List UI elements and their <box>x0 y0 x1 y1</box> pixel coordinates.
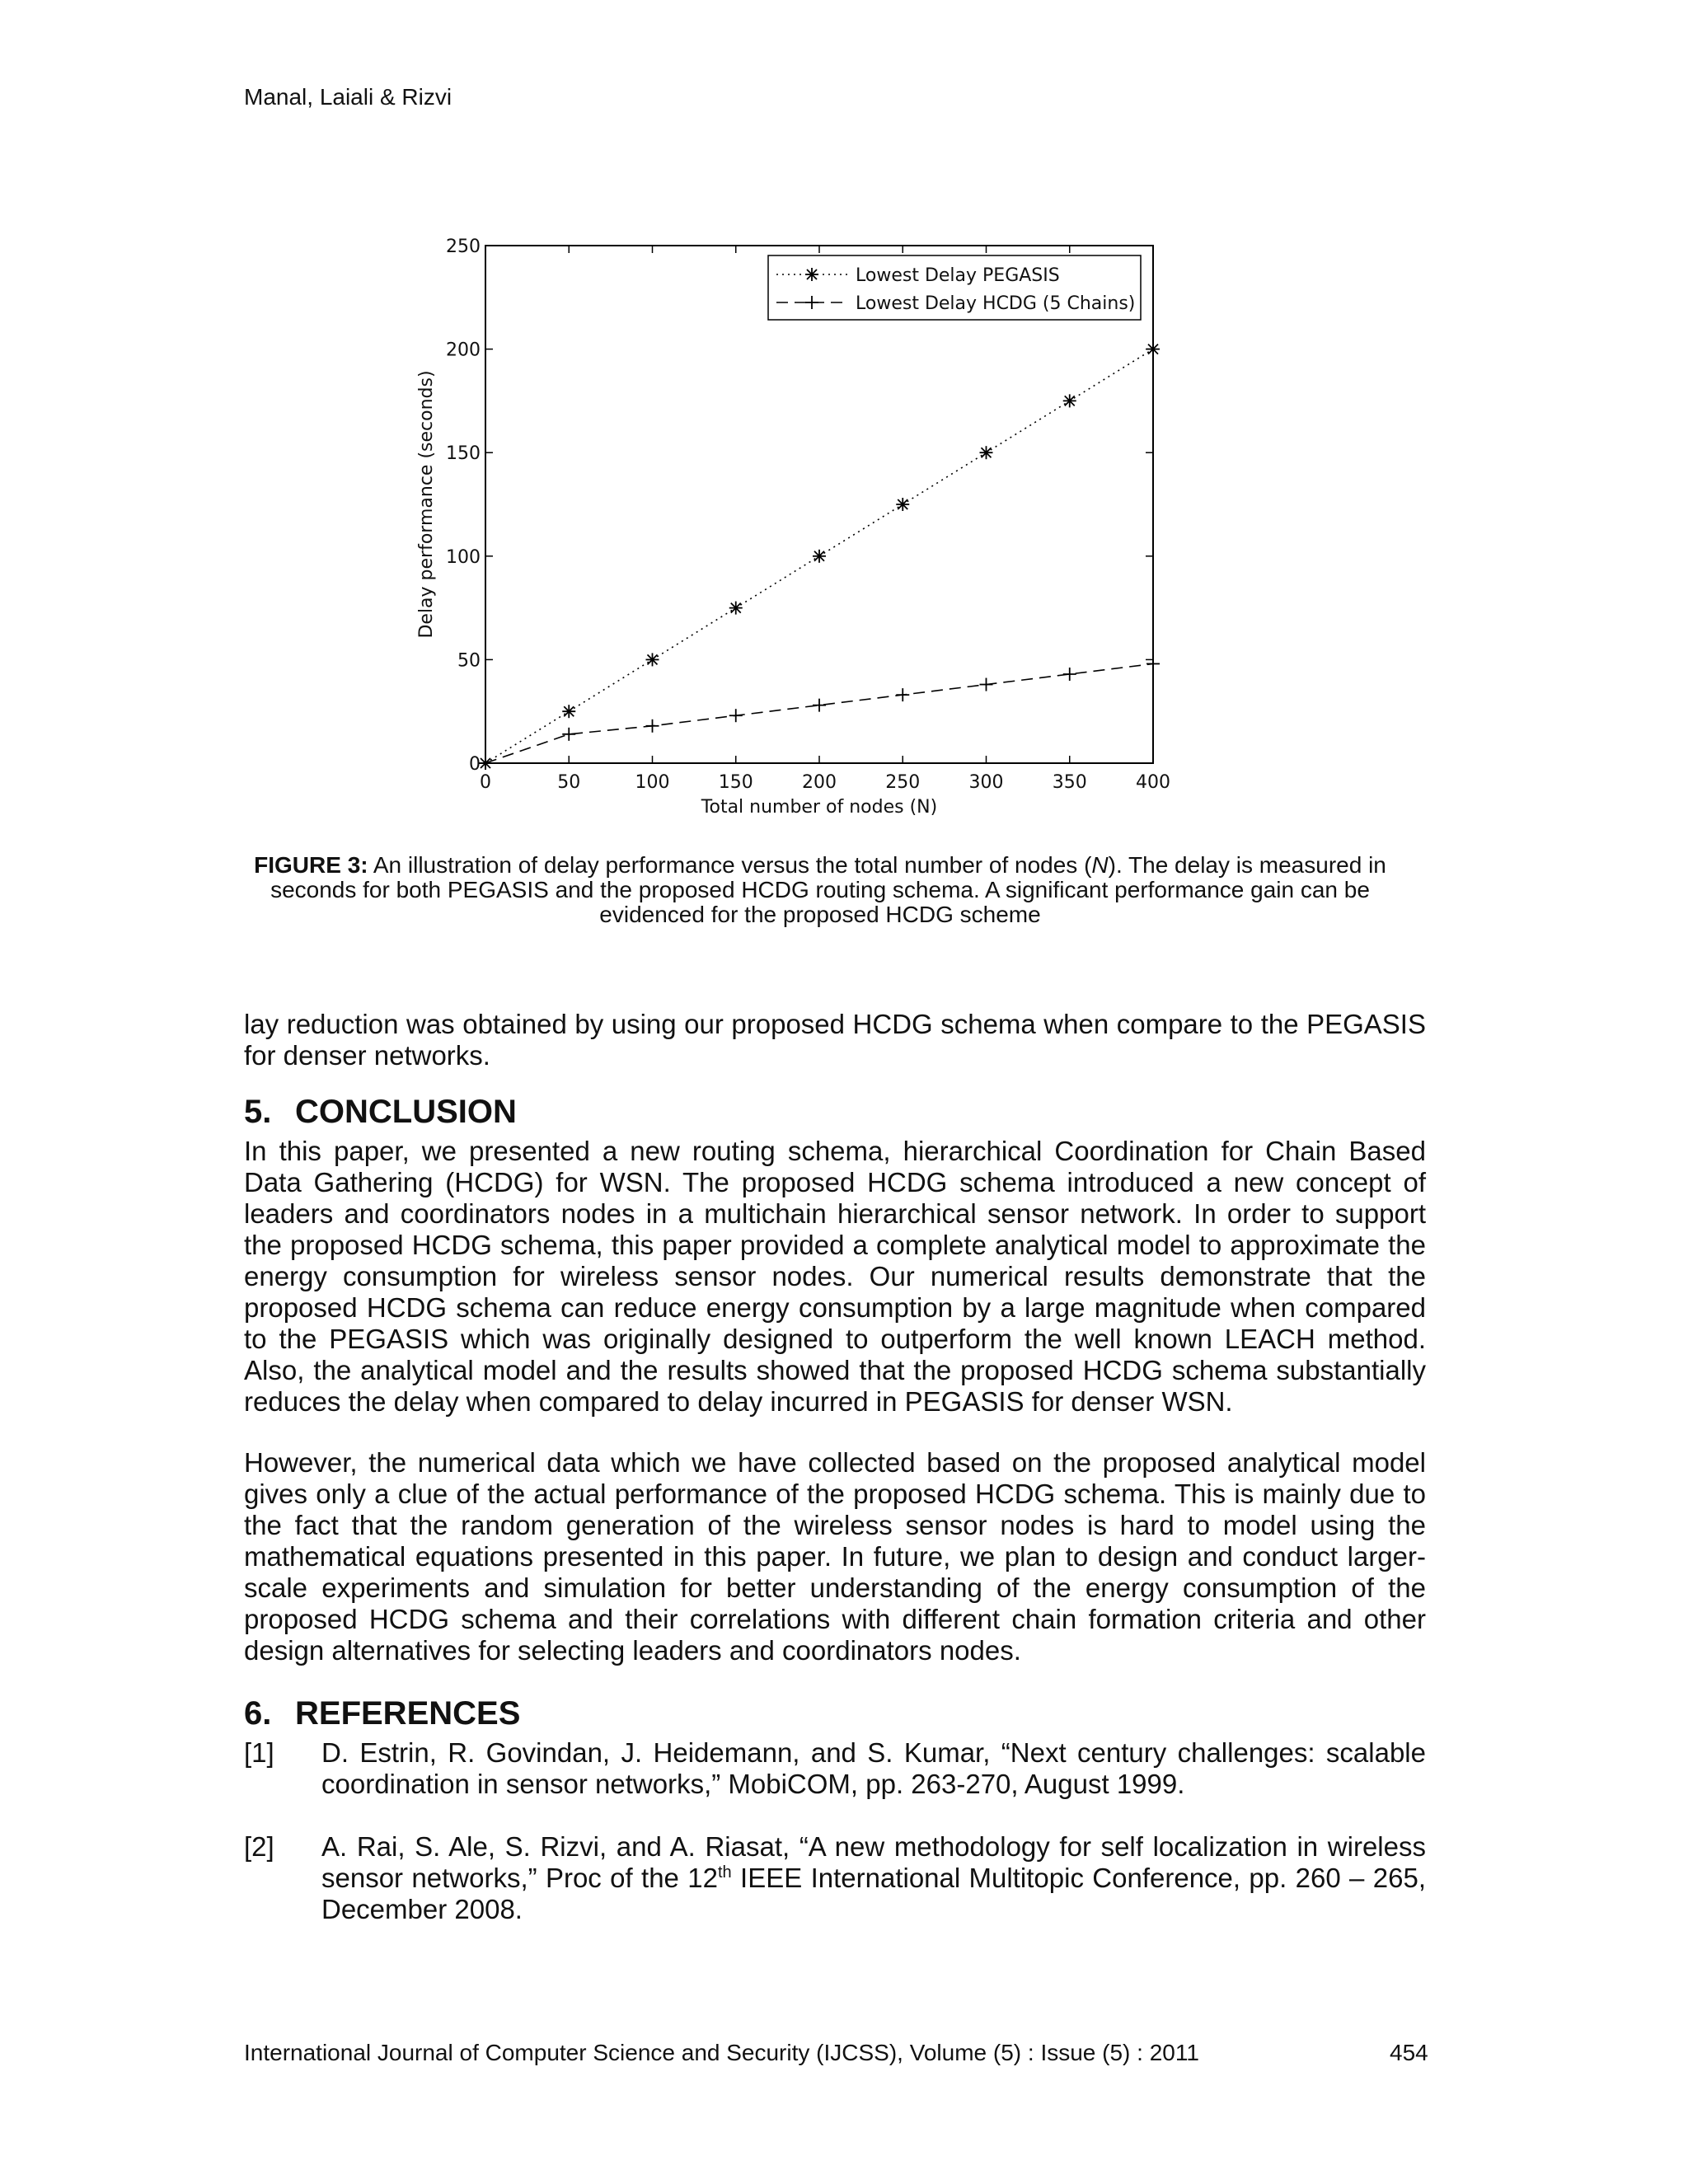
conclusion-paragraph-2: However, the numerical data which we have collected based on the proposed analytical model gives only a clue of the actual performance of the proposed HCDG schema. This is mainly due to the fact that the random generation of the wireless sensor nodes is hard to model using the mathematical equations presented in this paper. In future, we plan to design and conduct larger-scale experiments and simulation for better understanding of the energy consumption of the proposed HCDG schema and their correlations with different chain formation criteria and other design alternatives for selecting leaders and coordinators nodes. <box>244 1447 1426 1666</box>
data-point-hcdg <box>729 709 743 722</box>
x-tick-label: 150 <box>718 772 753 793</box>
references-title: REFERENCES <box>295 1695 521 1732</box>
data-point-pegasis <box>813 550 826 563</box>
figure-caption <box>239 853 1401 927</box>
x-tick-label: 350 <box>1052 772 1087 793</box>
legend-marker-pegasis <box>805 268 818 281</box>
data-point-hcdg <box>646 719 659 733</box>
data-point-pegasis <box>896 498 909 511</box>
x-tick-label: 0 <box>480 772 491 793</box>
conclusion-number: 5. <box>244 1094 272 1130</box>
data-point-hcdg <box>813 699 826 712</box>
x-tick-label: 200 <box>802 772 837 793</box>
y-tick-label: 50 <box>457 650 481 672</box>
data-point-hcdg <box>562 728 575 741</box>
legend-label-pegasis: Lowest Delay PEGASIS <box>856 265 1060 286</box>
caption-italic-n: N <box>1091 852 1109 878</box>
reference-item <box>244 1831 1426 1925</box>
data-point-pegasis <box>1063 394 1076 407</box>
x-axis-label: Total number of nodes (N) <box>701 797 938 818</box>
figure-delay-chart <box>410 237 1202 831</box>
caption-text-1: An illustration of delay performance versus the total number of nodes ( <box>368 852 1092 878</box>
data-point-pegasis <box>562 705 575 718</box>
series-line-hcdg <box>485 663 1153 763</box>
reference-superscript: th <box>717 1863 732 1882</box>
y-tick-label: 200 <box>446 340 481 361</box>
data-point-hcdg <box>896 688 909 701</box>
data-point-pegasis <box>1146 343 1160 356</box>
x-tick-label: 100 <box>635 772 670 793</box>
conclusion-heading <box>244 1093 517 1131</box>
page-footer <box>244 2038 1426 2068</box>
plot-frame <box>485 246 1153 763</box>
chart-series <box>479 343 1160 770</box>
delay-chart-svg <box>410 237 1202 831</box>
y-tick-label: 0 <box>469 754 481 775</box>
data-point-hcdg <box>980 678 993 691</box>
axis-ticks <box>446 237 1170 793</box>
reference-item <box>244 1737 1426 1800</box>
data-point-pegasis <box>980 446 993 459</box>
references-number: 6. <box>244 1695 272 1732</box>
page-number: 454 <box>1390 2040 1428 2065</box>
data-point-hcdg <box>1063 668 1076 681</box>
y-axis-label: Delay performance (seconds) <box>416 370 437 639</box>
legend-marker-star <box>805 268 818 281</box>
reference-text <box>321 1831 1426 1925</box>
x-tick-label: 400 <box>1136 772 1170 793</box>
data-point-pegasis <box>646 653 659 666</box>
reference-number: [2] <box>244 1831 274 1862</box>
conclusion-paragraph-1: In this paper, we presented a new routing schema, hierarchical Coordination for Chain Based Data Gathering (HCDG) for WSN. The proposed HCDG schema introduced a new concept of leaders and coordinators nodes in a multichain hierarchical sensor network. In order to support the proposed HCDG schema, this paper provided a complete analytical model to approximate the energy consumption for wireless sensor nodes. Our numerical results demonstrate that the proposed HCDG schema can reduce energy consumption by a large magnitude when compared to the PEGASIS which was originally designed to outperform the well known LEACH method. Also, the analytical model and the results showed that the proposed HCDG schema substantially reduces the delay when compared to delay incurred in PEGASIS for denser WSN. <box>244 1136 1426 1417</box>
y-tick-label: 100 <box>446 546 481 568</box>
reference-text-part: IEEE International Multitopic Conference, pp. 260 – 265, December 2008. <box>321 1863 1426 1924</box>
x-tick-label: 50 <box>557 772 581 793</box>
reference-number: [1] <box>244 1737 274 1768</box>
continuation-paragraph: lay reduction was obtained by using our proposed HCDG schema when compare to the PEGASIS for denser networks. <box>244 1009 1426 1071</box>
data-point-pegasis <box>729 602 743 615</box>
legend <box>768 255 1141 320</box>
references-heading <box>244 1694 520 1732</box>
caption-label: FIGURE 3: <box>254 852 368 878</box>
legend-label-hcdg: Lowest Delay HCDG (5 Chains) <box>856 293 1136 314</box>
reference-text: D. Estrin, R. Govindan, J. Heidemann, and S. Kumar, “Next century challenges: scalable coordination in sensor networks,” MobiCOM, pp. 263-270, August 1999. <box>321 1737 1426 1799</box>
x-tick-label: 250 <box>885 772 921 793</box>
running-header: Manal, Laiali & Rizvi <box>244 84 452 110</box>
caption-text-2: ). The delay is measured in seconds for both PEGASIS and the proposed HCDG routing schema. A significant performance gain can be evidenced for the proposed HCDG scheme <box>270 852 1386 927</box>
conclusion-title: CONCLUSION <box>295 1094 517 1130</box>
y-tick-label: 250 <box>446 237 481 257</box>
x-tick-label: 300 <box>968 772 1004 793</box>
y-tick-label: 150 <box>446 443 481 465</box>
reference-text-part: A. Rai, S. Ale, S. Rizvi, and A. Riasat, “A new methodology for self localization in wireless sensor networks,” Proc of the 12 <box>321 1831 1426 1893</box>
footer-journal: International Journal of Computer Science and Security (IJCSS), Volume (5) : Issue (5) : 2011 <box>244 2040 1199 2065</box>
